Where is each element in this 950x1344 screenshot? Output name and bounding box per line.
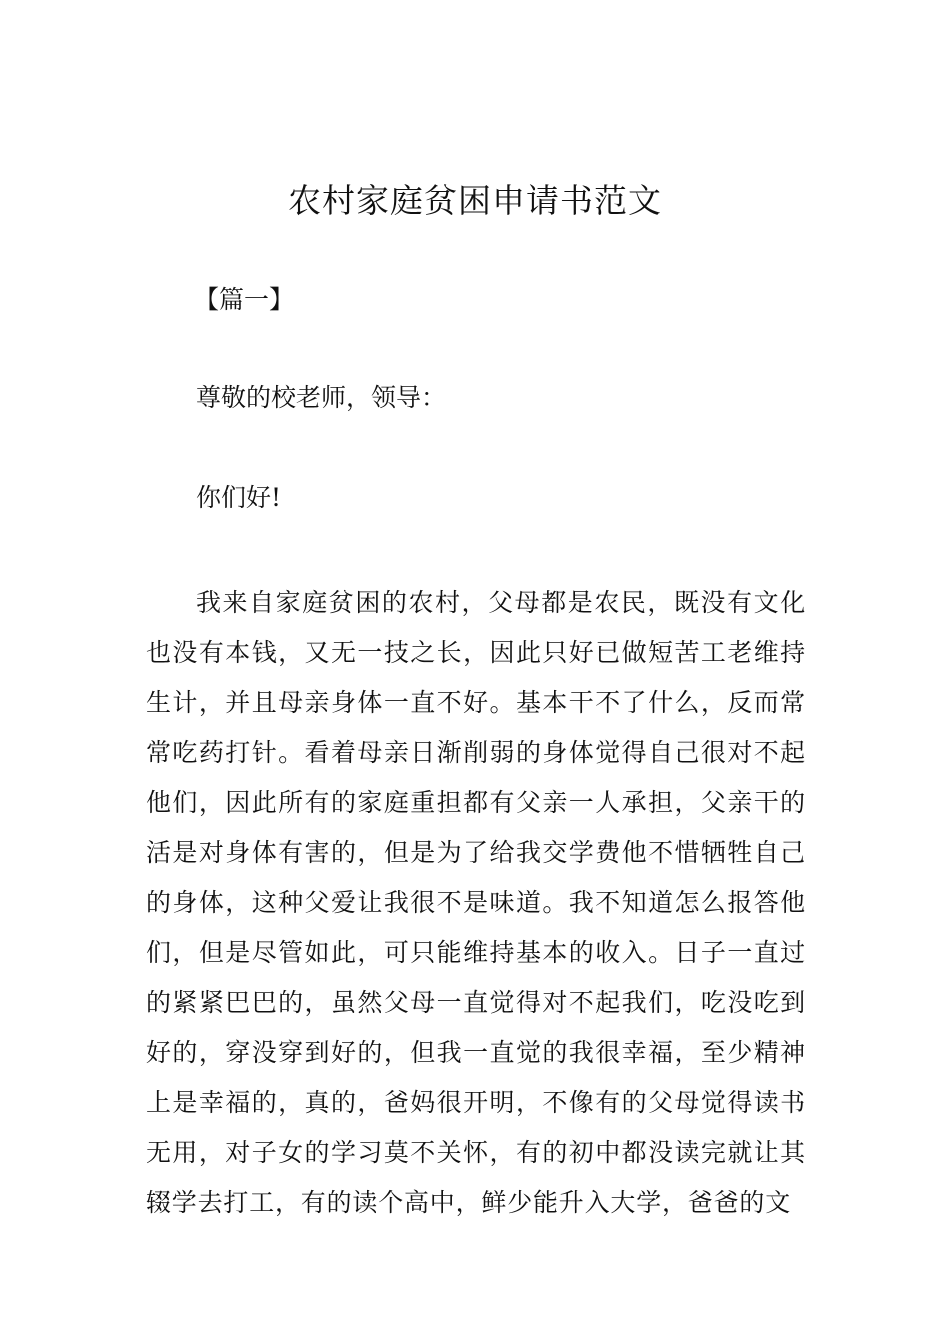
greeting: 你们好! bbox=[196, 483, 282, 512]
document-title: 农村家庭贫困申请书范文 bbox=[288, 181, 662, 220]
salutation: 尊敬的校老师，领导： bbox=[196, 383, 447, 412]
section-label: 【篇一】 bbox=[194, 285, 295, 314]
body-paragraph: 我来自家庭贫困的农村，父母都是农民，既没有文化也没有本钱，又无一技之长，因此只好已做短苦工老维持生计，并且母亲身体一直不好。基本干不了什么，反而常常吃药打针。看着母亲日渐削弱的身体觉得自己很对不起他们，因此所有的家庭重担都有父亲一人承担，父亲干的活是对身体有害的，但是为了给我交学费他不惜牺牲自己的身体，这种父爱让我很不是味道。我不知道怎么报答他们，但是尽管如此，可只能维持基本的收入。日子一直过的紧紧巴巴的，虽然父母一直觉得对不起我们，吃没吃到好的，穿没穿到好的，但我一直觉的我很幸福，至少精神上是幸福的，真的，爸妈很开明，不像有的父母觉得读书无用，对子女的学习莫不关怀，有的初中都没读完就让其辍学去打工，有的读个高中，鲜少能升入大学，爸爸的文 bbox=[146, 588, 806, 1217]
